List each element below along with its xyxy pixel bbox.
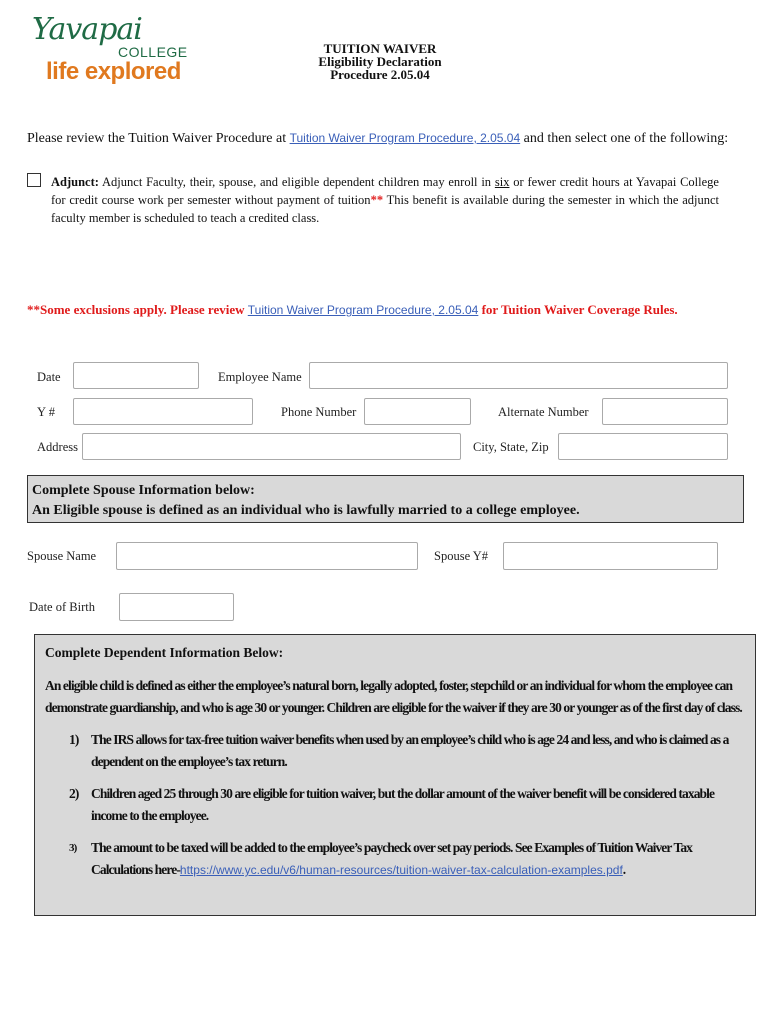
spouse-y-input[interactable] [503,542,718,570]
employee-name-label: Employee Name [218,370,302,384]
phone-label: Phone Number [281,405,357,419]
adjunct-description: Adjunct: Adjunct Faculty, their, spouse, and eligible dependent children may enroll in six or fewer credit hours at Yavapai College for credit course work per semester without payment of tuition** This benefit is available during the semester in which the adjunct faculty member is scheduled to teach a credited class. [51,175,720,225]
y-number-input[interactable] [73,398,253,425]
alternate-input[interactable] [602,398,728,425]
city-state-zip-label: City, State, Zip [473,440,549,454]
logo-college: COLLEGE [118,44,188,60]
procedure-link-2[interactable]: Tuition Waiver Program Procedure, 2.05.04 [247,303,479,317]
adjunct-checkbox[interactable] [27,173,41,187]
tax-calculation-link[interactable]: https://www.yc.edu/v6/human-resources/tuition-waiver-tax-calculation-examples.pdf [179,863,623,877]
y-number-label: Y # [37,405,55,419]
spouse-name-label: Spouse Name [27,549,97,563]
spouse-box-heading: Complete Spouse Information below: [32,483,255,498]
dob-label: Date of Birth [29,600,95,614]
employee-name-input[interactable] [309,362,728,389]
city-state-zip-input[interactable] [558,433,728,460]
phone-input[interactable] [364,398,471,425]
dob-input[interactable] [119,593,234,621]
dependent-item-3: 3) The amount to be taxed will be added to the employee’s paycheck over set pay periods. See Examples of Tuition Waiver Tax Calculations here-https://www.yc.edu/v6/human-resources/tuition-waiver-tax-calculation-examples.pdf. [69,840,693,877]
dependent-item-2: 2) Children aged 25 through 30 are eligible for tuition waiver, but the dollar amount of the waiver benefit will be considered taxable income to the employee. [69,786,715,823]
intro-text: Please review the Tuition Waiver Procedure at Tuition Waiver Program Procedure, 2.05.04 and then select one of the following: [27,131,729,146]
dependent-definition: An eligible child is defined as either the employee’s natural born, legally adopted, foster, stepchild or an individual for whom the employee can demonstrate guardianship, and who is age 30 or younger. Children are eligible for the waiver if they are 30 or younger as of the first day of class. [45,678,742,715]
doc-subtitle: Eligibility Declaration [318,54,442,69]
doc-title: TUITION WAIVER [323,41,437,56]
exclusions-notice: **Some exclusions apply. Please review Tuition Waiver Program Procedure, 2.05.04 for Tuition Waiver Coverage Rules. [27,302,678,317]
alternate-label: Alternate Number [498,405,589,419]
spouse-box-definition: An Eligible spouse is defined as an individual who is lawfully married to a college employee. [32,503,580,518]
logo-tagline: life explored [46,58,181,85]
spouse-name-input[interactable] [116,542,418,570]
doc-procedure: Procedure 2.05.04 [330,67,430,82]
date-input[interactable] [73,362,199,389]
dependent-item-1: 1) The IRS allows for tax-free tuition waiver benefits when used by an employee’s child who is age 24 and less, and who is claimed as a dependent on the employee’s tax return. [69,732,729,769]
spouse-y-label: Spouse Y# [434,549,489,563]
date-label: Date [37,370,61,384]
dependent-box-heading: Complete Dependent Information Below: [45,645,284,660]
spouse-info-box [27,475,744,523]
logo-yavapai: Yavapai [32,12,142,47]
address-input[interactable] [82,433,461,460]
procedure-link[interactable]: Tuition Waiver Program Procedure, 2.05.04 [289,131,521,145]
dependent-info-box [34,634,756,916]
address-label: Address [37,440,78,454]
